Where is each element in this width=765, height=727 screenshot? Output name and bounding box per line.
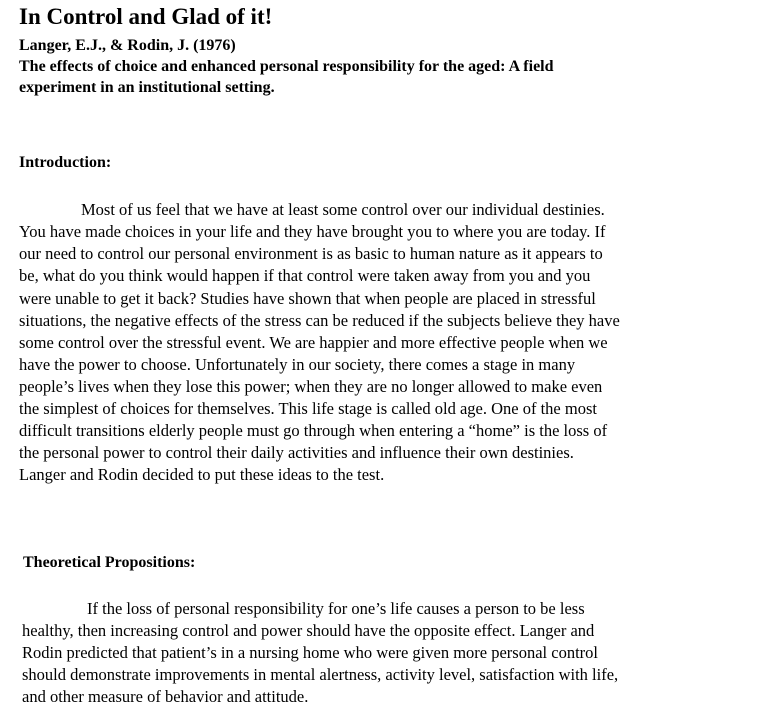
- propositions-line: should demonstrate improvements in mental alertness, activity level, satisfaction with life,: [22, 665, 619, 684]
- introduction-line: have the power to choose. Unfortunately in our society, there comes a stage in many: [19, 355, 576, 374]
- article-title-line: The effects of choice and enhanced personal responsibility for the aged: A field: [19, 58, 554, 75]
- propositions-line: healthy, then increasing control and power should have the opposite effect. Langer and: [22, 621, 595, 640]
- introduction-line: some control over the stressful event. We are happier and more effective people when we: [19, 333, 608, 352]
- article-title-line: experiment in an institutional setting.: [19, 79, 275, 96]
- introduction-line: You have made choices in your life and they have brought you to where you are today. If: [19, 222, 606, 241]
- introduction-line: our need to control our personal environment is as basic to human nature as it appears to: [19, 244, 603, 263]
- propositions-line: Rodin predicted that patient’s in a nursing home who were given more personal control: [22, 643, 598, 662]
- introduction-line: Most of us feel that we have at least some control over our individual destinies.: [81, 200, 605, 219]
- citation: Langer, E.J., & Rodin, J. (1976): [19, 37, 236, 54]
- introduction-line: Langer and Rodin decided to put these ideas to the test.: [19, 465, 385, 484]
- introduction-line: be, what do you think would happen if that control were taken away from you and you: [19, 266, 591, 285]
- introduction-line: the personal power to control their daily activities and influence their own destinies.: [19, 443, 574, 462]
- document-title: In Control and Glad of it!: [19, 4, 273, 29]
- introduction-line: people’s lives when they lose this power; when they are no longer allowed to make even: [19, 377, 603, 396]
- introduction-line: were unable to get it back? Studies have shown that when people are placed in stressful: [19, 289, 596, 308]
- propositions-line: If the loss of personal responsibility for one’s life causes a person to be less: [87, 599, 585, 618]
- propositions-line: and other measure of behavior and attitude.: [22, 687, 309, 706]
- introduction-line: situations, the negative effects of the stress can be reduced if the subjects believe they have: [19, 311, 620, 330]
- theoretical-propositions-heading: Theoretical Propositions:: [23, 554, 196, 571]
- introduction-line: the simplest of choices for themselves. This life stage is called old age. One of the most: [19, 399, 597, 418]
- introduction-line: difficult transitions elderly people must go through when entering a “home” is the loss of: [19, 421, 608, 440]
- introduction-heading: Introduction:: [19, 154, 112, 171]
